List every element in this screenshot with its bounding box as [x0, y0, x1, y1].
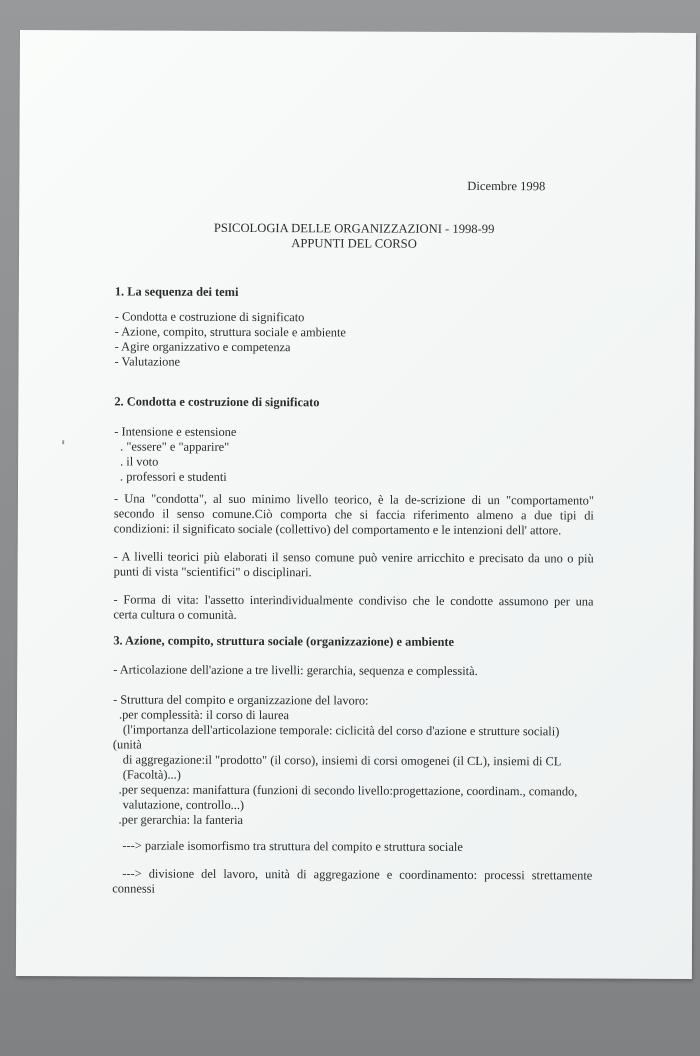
section2-paragraph1-line: condizioni: il significato sociale (collettivo) del comportamento e le intenzioni dell' attore.	[113, 521, 562, 538]
section3-line: (l'importanza dell'articolazione temporale: ciclicità del corso d'azione e strutture sociali)	[122, 722, 560, 739]
section3-line: .per gerarchia: la fanteria	[118, 812, 244, 827]
document-subtitle: APPUNTI DEL CORSO	[291, 236, 417, 251]
section3-line: .per complessità: il corso di laurea	[118, 707, 290, 723]
section3-line: .per sequenza: manifattura (funzioni di secondo livello:progettazione, coordinam., comando,	[118, 782, 578, 799]
section3-line: di aggregazione:il "prodotto" (il corso), insiemi di corsi omogenei (il CL), insiemi di CL	[122, 752, 562, 769]
document-title: PSICOLOGIA DELLE ORGANIZZAZIONI - 1998-99	[213, 220, 495, 237]
section2-paragraph3-line: - Forma di vita: l'assetto interindividualmente condiviso che le condotte assumono per una	[113, 592, 594, 609]
section2-heading: 2. Condotta e costruzione di significato	[114, 394, 320, 410]
document-date: Dicembre 1998	[467, 178, 546, 194]
section2-list-item: - Intensione e estensione	[114, 424, 237, 439]
section3-arrow-note: ---> parziale isomorfismo tra struttura del compito e struttura sociale	[122, 838, 463, 854]
section2-list-item: . "essere" e "apparire"	[120, 439, 230, 454]
section1-item: - Valutazione	[114, 354, 181, 369]
section2-paragraph2-line: - A livelli teorici più elaborati il senso comune può venire arricchito e precisato da uno o più	[113, 549, 594, 566]
section3-arrow-note-line: ---> divisione del lavoro, unità di aggregazione e coordinamento: processi strettamente	[122, 866, 593, 883]
document-page	[16, 30, 696, 979]
section2-paragraph2-line: punti di vista "scientifici" o disciplinari.	[113, 564, 312, 580]
section2-paragraph1-line: - Una "condotta", al suo minimo livello teorico, è la de-scrizione di un "comportamento"	[113, 491, 594, 508]
section3-line: (Facoltà)...)	[122, 767, 181, 782]
section1-item: - Agire organizzativo e competenza	[114, 339, 291, 355]
section3-line: valutazione, controllo...)	[122, 797, 245, 812]
section2-list-item: . professori e studenti	[120, 469, 227, 484]
section3-line: - Struttura del compito e organizzazione del lavoro:	[113, 692, 369, 708]
section1-item: - Azione, compito, struttura sociale e ambiente	[114, 324, 346, 340]
section2-paragraph3-line: certa cultura o comunità.	[113, 607, 237, 622]
section3-paragraph: - Articolazione dell'azione a tre livelli: gerarchia, sequenza e complessità.	[113, 662, 478, 679]
paper-mark	[62, 440, 64, 444]
section2-paragraph1-line: secondo il senso comune.Ciò comporta che si faccia riferimento almeno a due tipi di	[113, 506, 594, 523]
section2-list-item: . il voto	[120, 454, 159, 469]
section3-line: (unità	[112, 737, 142, 752]
section3-heading: 3. Azione, compito, struttura sociale (organizzazione) e ambiente	[113, 633, 455, 649]
section1-item: - Condotta e costruzione di significato	[114, 309, 305, 325]
section3-arrow-note-line: connessi	[112, 881, 155, 896]
section1-heading: 1. La sequenza dei temi	[114, 284, 239, 299]
